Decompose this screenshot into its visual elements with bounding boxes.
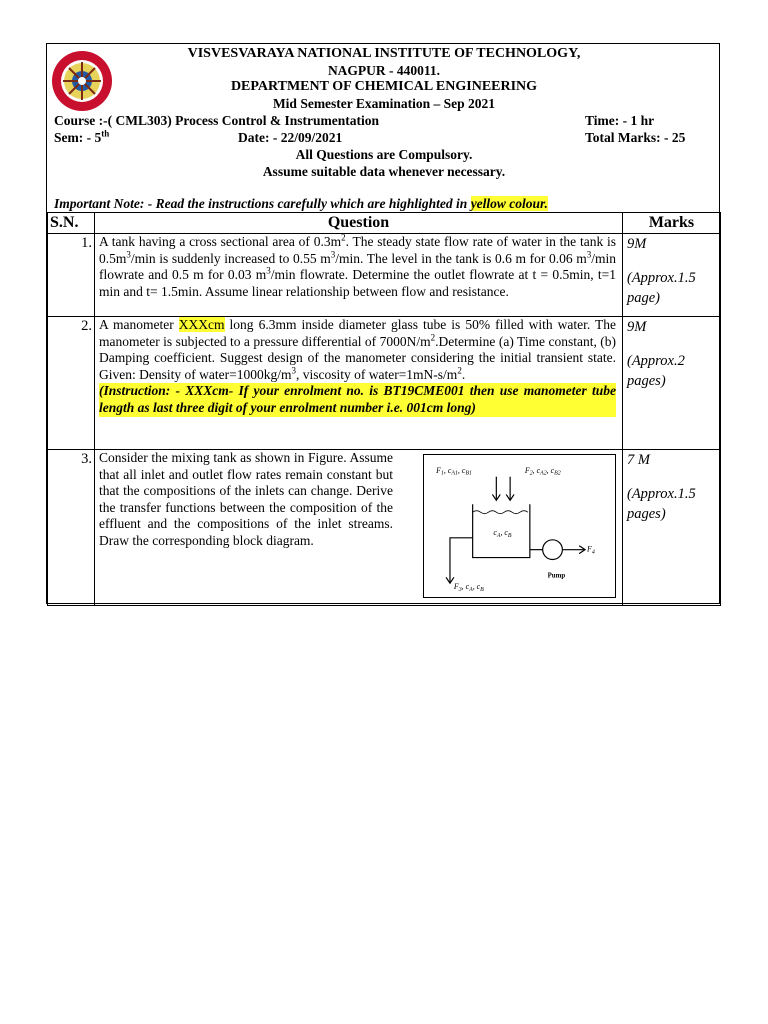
question-row-2 xyxy=(48,317,721,450)
question-marks: 9M (Approx.1.5 page) xyxy=(623,234,721,317)
instruction-highlight: (Instruction: - XXXcm- If your enrolment no. is BT19CME001 then use manometer tube length as last three digit of your enrolment number i.e. 001cm long) xyxy=(99,383,616,415)
table-header-row xyxy=(48,213,721,234)
question-number: 2. xyxy=(48,317,95,450)
semester-info: Sem: - 5th xyxy=(54,128,110,145)
question-table xyxy=(47,212,721,606)
question-text: A tank having a cross sectional area of $0.3m^2$. The steady state flow rate of water in the tank is $0.5m^3/\min$ is suddenly increased to 0.55 $m^3/\min$. The level in the tank is 0.6 m for 0.06 $m^3/\min$ flowrate and 0.5 m for 0.03 $m^3/\min$ flowrate. Determine the outlet flowrate at t = 0.5min, t=1 min and t= 1.5min. Assume linear relationship between flow and resistance. xyxy=(95,234,623,317)
important-note: Important Note: - Read the instructions carefully which are highlighted in yellow colour. xyxy=(54,196,548,211)
institute-name: VISVESVARAYA NATIONAL INSTITUTE OF TECHNOLOGY, xyxy=(187,46,581,61)
mixing-tank-figure xyxy=(423,454,616,598)
outlet-label: $F_3$, $c_A$, $c_B$ xyxy=(453,582,484,594)
total-marks: Total Marks: - 25 xyxy=(585,130,686,145)
question-number: 3. xyxy=(48,450,95,606)
col-sn-header: S.N. xyxy=(48,213,95,234)
question-marks: 7 M (Approx.1.5 pages) xyxy=(623,450,721,606)
inlet1-label: $F_1$, $c_{A1}$, $c_{B1}$ xyxy=(436,465,472,477)
assume-note: Assume suitable data whenever necessary. xyxy=(262,164,506,179)
exam-time: Time: - 1 hr xyxy=(585,113,655,128)
pump-label: Pump xyxy=(547,572,566,580)
col-question-header: Question xyxy=(95,213,623,234)
tank-composition-label: $c_A$, $c_B$ xyxy=(493,527,512,539)
question-row-3 xyxy=(48,450,721,606)
exam-title: Mid Semester Examination – Sep 2021 xyxy=(272,96,496,111)
col-marks-header: Marks xyxy=(623,213,721,234)
f4-label: $F_4$ xyxy=(587,544,595,556)
placeholder-highlight: XXXcm xyxy=(178,317,225,332)
question-text: Consider the mixing tank as shown in Figure. Assume that all inlet and outlet flow rates remain constant but that the compositions of the inlets can change. Derive the transfer functions between the composition of the effluent and the compositions of the inlet streams. Draw the corresponding block diagram. $F_1$, $c_{A1}$, $c_{B1}$ $F_2$, $c_{A2}$, $c_{B2}$ $c_A$, $c_B$ $F_4$ $F_3$, $c_A$, $c_B$ Pump xyxy=(95,450,623,606)
exam-sheet xyxy=(46,43,720,604)
inlet2-label: $F_2$, $c_{A2}$, $c_{B2}$ xyxy=(524,465,561,477)
approx-pages: (Approx.1.5 pages) xyxy=(627,486,696,522)
question-marks: 9M (Approx.2 pages) xyxy=(623,317,721,450)
department-name: DEPARTMENT OF CHEMICAL ENGINEERING xyxy=(230,79,538,94)
approx-pages: (Approx.1.5 page) xyxy=(627,270,696,306)
yellow-highlight: yellow colour. xyxy=(470,196,548,211)
institute-city: NAGPUR - 440011. xyxy=(327,63,441,78)
course-info: Course :-( CML303) Process Control & Instrumentation xyxy=(54,113,379,128)
question-text: A manometer XXXcm long 6.3mm inside diameter glass tube is 50% filled with water. The manometer is subjected to a pressure differential of $7000N/m^2.Determine$ (a) Time constant, (b) Damping coefficient. Suggest design of the manometer considering the initial transient state. Given: Density of $water=1000kg/m^3$, viscosity of $water=1mN-s/m^2$. (Instruction: - XXXcm- If your enrolment no. is BT19CME001 then use manometer tube length as last three digit of your enrolment number i.e. 001cm long) xyxy=(95,317,623,450)
approx-pages: (Approx.2 pages) xyxy=(627,353,685,389)
question-row-1 xyxy=(48,234,721,317)
question-number: 1. xyxy=(48,234,95,317)
compulsory-note: All Questions are Compulsory. xyxy=(295,147,473,162)
exam-date: Date: - 22/09/2021 xyxy=(238,130,343,145)
